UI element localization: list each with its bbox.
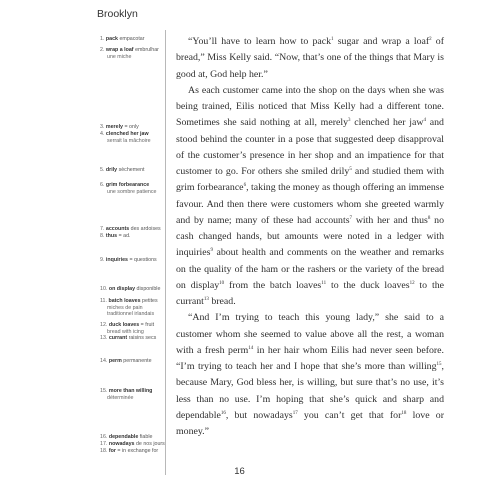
glossary-item: 13. currant raisins secs: [100, 335, 157, 341]
glossary-item: 18. for = in exchange for: [100, 448, 159, 454]
glossary-item: 2. wrap a loaf embrulhar une miche: [100, 47, 159, 60]
glossary-item: 14. perm permanente: [100, 358, 152, 364]
margin-rule: [165, 30, 166, 475]
glossary-item: 7. accounts des ardoises: [100, 226, 161, 232]
glossary-item: 11. batch loaves petites miches de pain traditionnel irlandais: [100, 298, 158, 318]
glossary-item: 6. grim forbearance une sombre patience: [100, 182, 157, 195]
glossary-item: 8. thus = ad.: [100, 233, 131, 239]
running-header: Brooklyn: [97, 8, 138, 20]
paragraph: “You’ll have to learn how to pack$^1$ sugar and wrap a loaf$^2$ of bread,” Miss Kelly said. “Now, that’s one of the things that Mary is good at, God help her.”: [176, 36, 444, 80]
glossary-item: 1. pack empacotar: [100, 36, 145, 42]
glossary-item: 12. duck loaves = fruit bread with icing: [100, 322, 155, 335]
paragraph: “And I’m trying to teach this young lady,” she said to a customer whom she seemed to value above all the rest, a woman with a fresh perm$^{14}$ in her hair whom Eilis had never seen before. “I’m trying to teach her and I hope that she’s more than willing$^{15}$, because Mary, God bless her, is willing, but sure that’s no use, it’s less than no use. I’m hoping that she’s quick and sharp and dependable$^{16}$, but nowadays$^{17}$ you can’t get that for$^{18}$ love or money.”: [176, 312, 445, 437]
body-text: [176, 34, 444, 440]
paragraph: As each customer came into the shop on the days when she was being trained, Eilis noticed that Miss Kelly had a different tone. Sometimes she said nothing at all, merely$^3$ clenched her jaw$^4$ and stood behind the counter in a pose that suggested deep disapproval of the customer’s presence in her shop and an impatience for that customer to go. For others she smiled drily$^5$ and studied them with grim forbearance$^6$, taking the money as though offering an immense favour. And then there were customers whom she greeted warmly and by name; many of these had accounts$^7$ with her and thus$^8$ no cash changed hands, but amounts were noted in a ledger with inquiries$^9$ about health and comments on the weather and remarks on the quality of the ham or the rashers or the variety of the bread on display$^{10}$ from the batch loaves$^{11}$ to the duck loaves$^{12}$ to the currant$^{13}$ bread.: [176, 84, 444, 307]
glossary-item: 5. drily sèchement: [100, 167, 145, 173]
glossary-item: 17. nowadays de nos jours: [100, 441, 165, 447]
glossary-item: 4. clenched her jaw serrait la mâchoire: [100, 131, 151, 144]
glossary-item: 9. inquiries = questions: [100, 257, 157, 263]
glossary-item: 3. merely = only: [100, 124, 139, 130]
glossary-item: 10. on display disponible: [100, 286, 161, 292]
page-number: 16: [234, 466, 245, 477]
glossary-item: 15. more than willing déterminée: [100, 388, 153, 401]
glossary-item: 16. dependable fiable: [100, 434, 153, 440]
